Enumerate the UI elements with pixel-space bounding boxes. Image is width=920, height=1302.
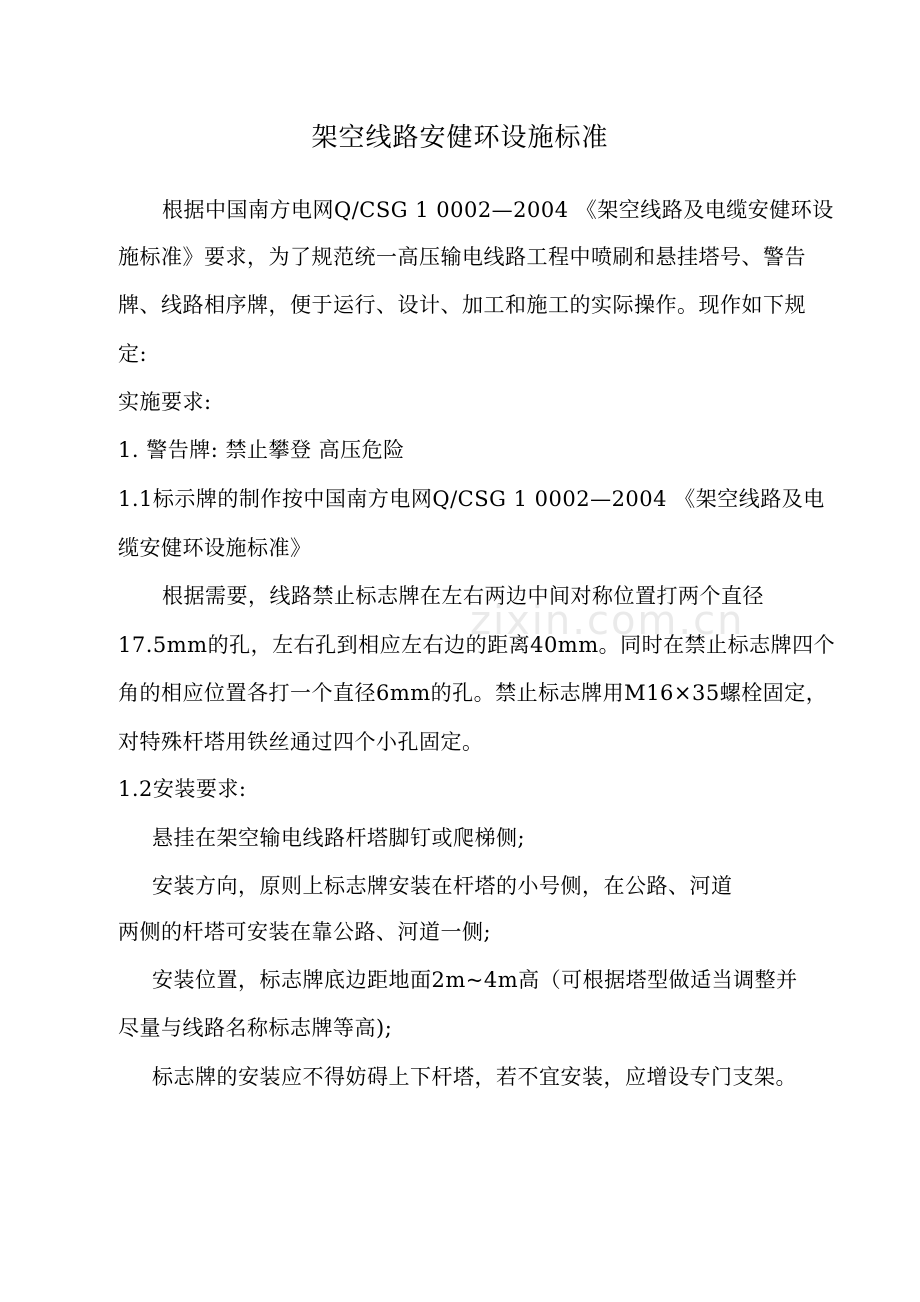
paragraph-line: 根据中国南方电网Q/CSG 1 0002—2004 《架空线路及电缆安健环设 <box>162 198 834 222</box>
paragraph-line: 安装位置，标志牌底边距地面2m~4m高（可根据塔型做适当调整并 <box>152 968 798 992</box>
paragraph-line: 尽量与线路名称标志牌等高); <box>118 1016 393 1040</box>
paragraph-line: 对特殊杆塔用铁丝通过四个小孔固定。 <box>118 730 484 754</box>
paragraph-line: 角的相应位置各打一个直径6mm的孔。禁止标志牌用M16×35螺栓固定， <box>118 681 828 705</box>
paragraph-line: 两侧的杆塔可安装在靠公路、河道一侧; <box>118 920 492 944</box>
paragraph-line: 标志牌的安装应不得妨碍上下杆塔，若不宜安装，应增设专门支架。 <box>152 1065 797 1089</box>
paragraph-line: 根据需要，线路禁止标志牌在左右两边中间对称位置打两个直径 <box>162 584 764 608</box>
paragraph-line: 牌、线路相序牌，便于运行、设计、加工和施工的实际操作。现作如下规 <box>118 293 806 317</box>
section-heading: 实施要求: <box>118 390 212 414</box>
watermark: zixin.com.cn <box>470 598 745 644</box>
paragraph-line: 安装方向，原则上标志牌安装在杆塔的小号侧，在公路、河道 <box>152 874 733 898</box>
paragraph-line: 定: <box>118 342 148 366</box>
section-heading: 1.2安装要求: <box>118 777 247 801</box>
paragraph-line: 1.1标示牌的制作按中国南方电网Q/CSG 1 0002—2004 《架空线路及电 <box>118 487 825 511</box>
section-heading: 1. 警告牌: 禁止攀登 高压危险 <box>118 438 405 462</box>
paragraph-line: 17.5mm的孔，左右孔到相应左右边的距离40mm。同时在禁止标志牌四个 <box>118 633 836 657</box>
paragraph-line: 悬挂在架空输电线路杆塔脚钉或爬梯侧; <box>152 826 526 850</box>
paragraph-line: 缆安健环设施标准》 <box>118 536 312 560</box>
paragraph-line: 施标准》要求，为了规范统一高压输电线路工程中喷刷和悬挂塔号、警告 <box>118 245 806 269</box>
document-title: 架空线路安健环设施标准 <box>311 123 609 153</box>
